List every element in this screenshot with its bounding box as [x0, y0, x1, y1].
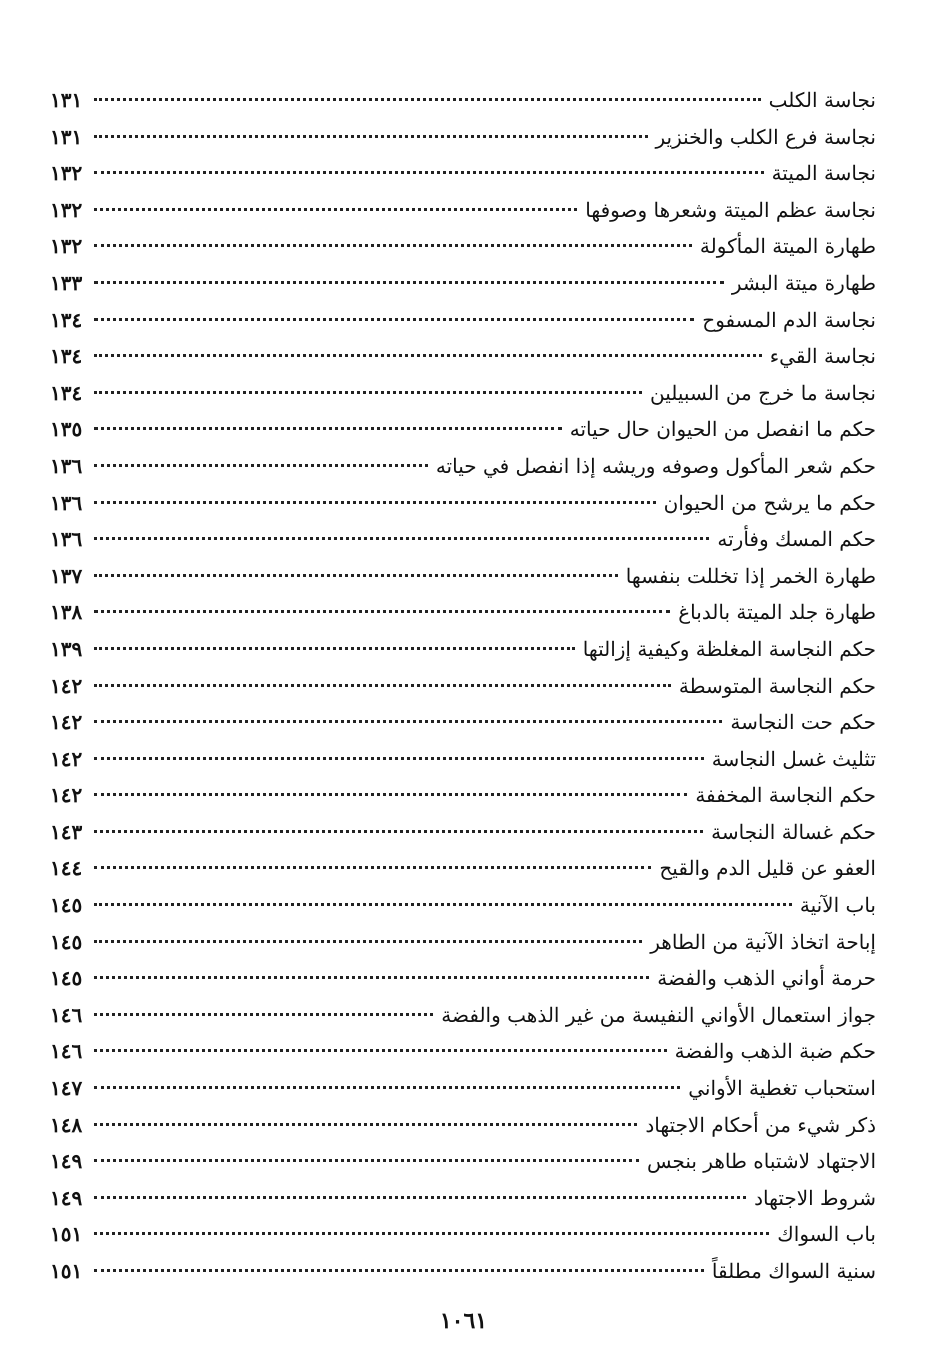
- toc-entry-title: حرمة أواني الذهب والفضة: [657, 966, 876, 991]
- toc-entry-title: نجاسة فرع الكلب والخنزير: [655, 124, 876, 149]
- toc-entry-title: طهارة الميتة المأكولة: [699, 234, 876, 259]
- toc-entry-page: ١٤٤: [50, 856, 83, 881]
- toc-entry-page: ١٣٤: [50, 307, 83, 332]
- toc-entry-page: ١٤٧: [50, 1076, 83, 1101]
- dot-leader: [94, 427, 562, 430]
- dot-leader: [94, 208, 577, 211]
- toc-entry-page: ١٤٥: [50, 893, 83, 918]
- toc-row: [50, 924, 876, 961]
- dot-leader: [94, 830, 703, 833]
- dot-leader: [94, 1232, 769, 1235]
- dot-leader: [94, 135, 648, 138]
- toc-entry-title: حكم ما انفصل من الحيوان حال حياته: [569, 417, 876, 442]
- dot-leader: [94, 757, 704, 760]
- toc-row: [50, 521, 876, 558]
- toc-entry-title: طهارة جلد الميتة بالدباغ: [678, 600, 876, 625]
- toc-entry-title: نجاسة الكلب: [768, 88, 876, 112]
- dot-leader: [94, 318, 694, 321]
- toc-entry-page: ١٤٦: [50, 1002, 83, 1027]
- toc-row: [50, 1107, 876, 1144]
- toc-entry-title: الاجتهاد لاشتباه طاهر بنجس: [646, 1149, 876, 1174]
- dot-leader: [94, 720, 722, 723]
- toc-entry-page: ١٤٥: [50, 929, 83, 954]
- dot-leader: [94, 976, 649, 979]
- dot-leader: [94, 171, 764, 174]
- toc-entry-title: حكم النجاسة المغلظة وكيفية إزالتها: [582, 636, 876, 661]
- toc-entry-page: ١٣٣: [50, 270, 83, 295]
- dot-leader: [94, 793, 687, 796]
- toc-entry-page: ١٣٦: [50, 527, 83, 552]
- toc-row: [50, 631, 876, 668]
- toc-entry-title: حكم النجاسة المتوسطة: [678, 673, 876, 698]
- toc-entry-page: ١٥١: [50, 1259, 83, 1283]
- toc-entry-title: حكم النجاسة المخففة: [695, 783, 876, 808]
- toc-row: [50, 228, 876, 265]
- toc-entry-title: العفو عن قليل الدم والقيح: [659, 856, 876, 881]
- toc-entry-title: حكم حت النجاسة: [730, 710, 876, 735]
- toc-row: [50, 265, 876, 302]
- table-of-contents: [50, 82, 876, 1290]
- toc-entry-title: جواز استعمال الأواني النفيسة من غير الذهب والفضة: [441, 1002, 876, 1027]
- toc-row: [50, 777, 876, 814]
- toc-entry-title: تثليث غسل النجاسة: [711, 746, 876, 771]
- dot-leader: [94, 1123, 637, 1126]
- toc-entry-page: ١٤٨: [50, 1112, 83, 1137]
- toc-row: [50, 814, 876, 851]
- toc-row: [50, 668, 876, 705]
- toc-entry-title: حكم ضبة الذهب والفضة: [674, 1039, 876, 1064]
- toc-row: [50, 1180, 876, 1217]
- toc-row: [50, 192, 876, 229]
- toc-entry-title: حكم غسالة النجاسة: [711, 819, 876, 844]
- toc-row: [50, 1216, 876, 1253]
- dot-leader: [94, 281, 724, 284]
- toc-row: [50, 155, 876, 192]
- toc-entry-title: حكم ما يرشح من الحيوان: [663, 490, 876, 515]
- dot-leader: [94, 501, 656, 504]
- toc-entry-title: نجاسة عظم الميتة وشعرها وصوفها: [585, 197, 876, 222]
- toc-entry-title: شروط الاجتهاد: [754, 1185, 876, 1210]
- toc-entry-page: ١٣٦: [50, 490, 83, 515]
- toc-entry-title: نجاسة الميتة: [771, 161, 876, 186]
- toc-entry-page: ١٣٩: [50, 636, 83, 661]
- toc-entry-page: ١٤٢: [50, 783, 83, 808]
- toc-entry-page: ١٣٢: [50, 234, 83, 259]
- toc-entry-page: ١٤٢: [50, 746, 83, 771]
- toc-row: [50, 338, 876, 375]
- toc-entry-title: حكم المسك وفأرته: [717, 527, 876, 552]
- dot-leader: [94, 244, 692, 247]
- toc-entry-page: ١٤٦: [50, 1039, 83, 1064]
- toc-entry-title: إباحة اتخاذ الآنية من الطاهر: [650, 929, 876, 954]
- dot-leader: [94, 391, 642, 394]
- toc-row: [50, 302, 876, 339]
- toc-row: [50, 887, 876, 924]
- toc-entry-title: باب السواك: [777, 1222, 876, 1247]
- dot-leader: [94, 464, 428, 467]
- dot-leader: [94, 1086, 680, 1089]
- dot-leader: [94, 940, 642, 943]
- dot-leader: [94, 610, 670, 613]
- toc-entry-page: ١٣١: [50, 124, 83, 149]
- toc-entry-page: ١٣٦: [50, 453, 83, 478]
- toc-row: [50, 594, 876, 631]
- toc-row: [50, 448, 876, 485]
- toc-row: [50, 1033, 876, 1070]
- toc-entry-page: ١٣٢: [50, 161, 83, 186]
- toc-row: [50, 411, 876, 448]
- toc-entry-page: ١٤٩: [50, 1185, 83, 1210]
- toc-entry-title: طهارة الخمر إذا تخللت بنفسها: [625, 563, 876, 588]
- toc-row: [50, 485, 876, 522]
- toc-row: [50, 119, 876, 156]
- toc-row: [50, 558, 876, 595]
- toc-entry-title: باب الآنية: [799, 893, 876, 918]
- toc-entry-page: ١٣٢: [50, 197, 83, 222]
- toc-entry-title: سنية السواك مطلقاً: [711, 1259, 876, 1283]
- toc-row: [50, 850, 876, 887]
- toc-row: [50, 1253, 876, 1290]
- dot-leader: [94, 1049, 667, 1052]
- toc-entry-page: ١٥١: [50, 1222, 83, 1247]
- toc-entry-title: حكم شعر المأكول وصوفه وريشه إذا انفصل في حياته: [435, 453, 876, 478]
- toc-entry-title: طهارة ميتة البشر: [731, 270, 876, 295]
- toc-entry-title: ذكر شيء من أحكام الاجتهاد: [645, 1112, 876, 1137]
- toc-entry-page: ١٣٧: [50, 563, 83, 588]
- toc-entry-title: نجاسة القيء: [769, 344, 876, 369]
- dot-leader: [94, 903, 792, 906]
- toc-entry-page: ١٤٣: [50, 819, 83, 844]
- toc-entry-page: ١٤٥: [50, 966, 83, 991]
- dot-leader: [94, 1269, 704, 1272]
- toc-entry-page: ١٣٨: [50, 600, 83, 625]
- toc-entry-title: استحباب تغطية الأواني: [688, 1076, 876, 1101]
- toc-row: [50, 375, 876, 412]
- toc-row: [50, 704, 876, 741]
- toc-entry-page: ١٣٤: [50, 380, 83, 405]
- toc-entry-page: ١٤٢: [50, 673, 83, 698]
- toc-row: [50, 1143, 876, 1180]
- toc-entry-page: ١٤٩: [50, 1149, 83, 1174]
- dot-leader: [94, 1013, 433, 1016]
- toc-row: [50, 960, 876, 997]
- toc-entry-page: ١٣١: [50, 88, 83, 112]
- toc-row: [50, 741, 876, 778]
- dot-leader: [94, 537, 709, 540]
- dot-leader: [94, 1196, 746, 1199]
- toc-row: [50, 82, 876, 119]
- toc-row: [50, 1070, 876, 1107]
- dot-leader: [94, 98, 761, 101]
- toc-row: [50, 997, 876, 1034]
- toc-entry-page: ١٣٥: [50, 417, 83, 442]
- dot-leader: [94, 354, 762, 357]
- toc-entry-title: نجاسة الدم المسفوح: [702, 307, 876, 332]
- dot-leader: [94, 866, 651, 869]
- toc-entry-title: نجاسة ما خرج من السبيلين: [650, 380, 876, 405]
- toc-entry-page: ١٤٢: [50, 710, 83, 735]
- page-number: ١٠٦١: [439, 1308, 488, 1334]
- toc-entry-page: ١٣٤: [50, 344, 83, 369]
- dot-leader: [94, 684, 671, 687]
- dot-leader: [94, 647, 575, 650]
- dot-leader: [94, 1159, 639, 1162]
- dot-leader: [94, 574, 618, 577]
